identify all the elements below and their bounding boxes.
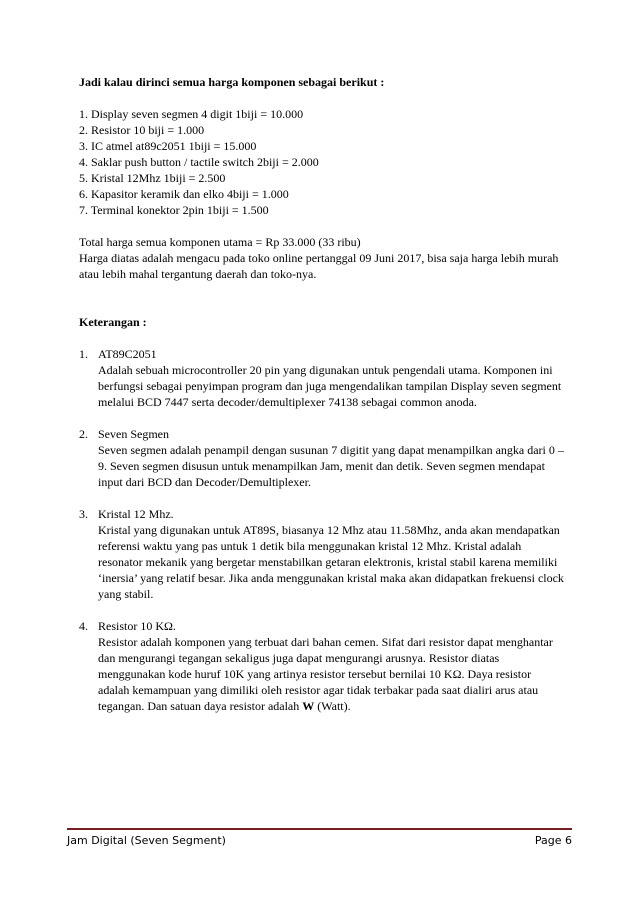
item-text: Kristal yang digunakan untuk AT89S, biasanya 12 Mhz atau 11.58Mhz, anda akan mendapatkan referensi waktu yang pas untuk 1 detik bila menggunakan kristal 12 Mhz. Kristal adalah resonator mekanik yang bergetar menstabilkan getaran elektronis, kristal stabil karena memiliki ‘inersia’ yang relatif besar. Jika anda menggunakan kristal maka akan didapatkan frekuensi clock yang stabil. [98,523,564,601]
item-number: 1. [79,347,88,361]
price-list-item: 2. Resistor 10 biji = 1.000 [79,123,205,137]
item-number: 3. [79,507,88,521]
price-list-item: 6. Kapasitor keramik dan elko 4biji = 1.000 [79,187,289,201]
price-note: Harga diatas adalah mengacu pada toko online pertanggal 09 Juni 2017, bisa saja harga lebih murah atau lebih mahal tergantung daerah dan toko-nya. [79,251,559,281]
item-title: Kristal 12 Mhz. [98,507,174,521]
item-text-part: Resistor adalah komponen yang terbuat dari bahan cemen. Sifat dari resistor dapat menghantar dan mengurangi tegangan sekaligus juga dapat mengurangi arusnya. Resistor diatas menggunakan kode huruf 10K yang artinya resistor tersebut bernilai 10 KΩ. Daya resistor adalah kemampuan yang dimiliki oleh resistor agar tidak terbakar pada saat dialiri arus atau tegangan. Dan satuan daya resistor adalah [98,635,553,713]
total-price: Total harga semua komponen utama = Rp 33.000 (33 ribu) [79,235,361,249]
item-text-part: (Watt). [314,699,351,713]
price-list-item: 1. Display seven segmen 4 digit 1biji = 10.000 [79,107,304,121]
keterangan-item [79,506,565,602]
watt-symbol: W [302,699,315,713]
keterangan-item [79,346,565,410]
price-list-item: 5. Kristal 12Mhz 1biji = 2.500 [79,171,226,185]
price-list-item: 7. Terminal konektor 2pin 1biji = 1.500 [79,203,269,217]
item-text: Seven segmen adalah penampil dengan susunan 7 digitit yang dapat menampilkan angka dari 0 – 9. Seven segmen disusun untuk menampilkan Jam, menit dan detik. Seven segmen mendapat input dari BCD dan Decoder/Demultiplexer. [98,443,564,489]
component-price-list [79,106,565,218]
item-body [98,506,565,602]
item-text [98,634,565,714]
item-number: 4. [79,619,88,633]
keterangan-heading: Keterangan : [79,315,147,329]
item-title: Resistor 10 KΩ. [98,619,176,633]
item-body [98,426,565,490]
item-title: Seven Segmen [98,427,169,441]
summary-heading: Jadi kalau dirinci semua harga komponen sebagai berikut : [79,75,385,89]
keterangan-list [79,346,565,714]
item-body [98,346,565,410]
keterangan-item [79,618,565,714]
keterangan-item [79,426,565,490]
price-list-item: 4. Saklar push button / tactile switch 2biji = 2.000 [79,155,319,169]
price-list-item: 3. IC atmel at89c2051 1biji = 15.000 [79,139,257,153]
price-summary [79,234,565,282]
item-body [98,618,565,714]
item-text: Adalah sebuah microcontroller 20 pin yang digunakan untuk pengendali utama. Komponen ini berfungsi sebagai penyimpan program dan juga mengendalikan tampilan Display seven segment melalui BCD 7447 serta decoder/demultiplexer 74138 sebagai common anoda. [98,363,562,409]
footer-title: Jam Digital (Seven Segment) [67,834,226,847]
item-number: 2. [79,427,88,441]
page-footer [67,828,572,848]
page-number: Page 6 [534,834,572,847]
item-title: AT89C2051 [98,347,157,361]
page-content [79,74,565,730]
